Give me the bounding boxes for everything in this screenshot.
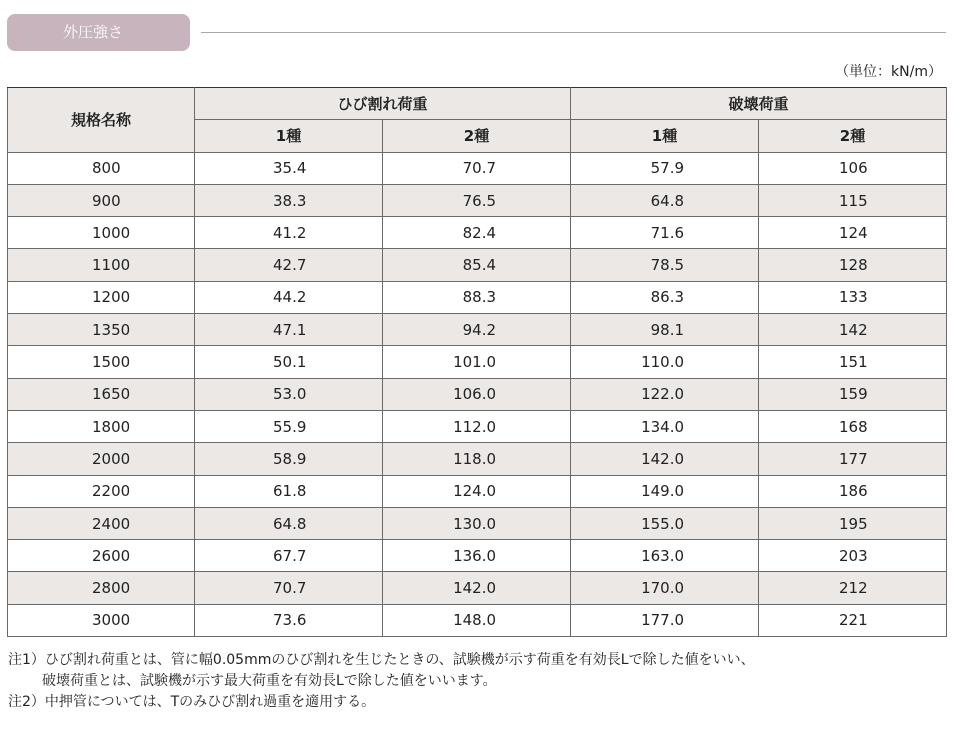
cell-spec: 800 [8,152,195,184]
cell-break-type2: 195 [759,507,947,539]
cell-crack-type1: 70.7 [195,572,383,604]
cell-crack-type2: 70.7 [383,152,571,184]
note-2: 注2）中押管については、Tのみひび割れ過重を適用する。 [8,694,376,710]
cell-crack-type1: 38.3 [195,184,383,216]
cell-spec: 1350 [8,314,195,346]
cell-crack-type1: 35.4 [195,152,383,184]
cell-spec: 1650 [8,378,195,410]
cell-crack-type2: 136.0 [383,540,571,572]
cell-break-type1: 110.0 [571,346,759,378]
table-row [8,475,947,507]
table-row [8,314,947,346]
cell-break-type1: 71.6 [571,217,759,249]
cell-crack-type1: 50.1 [195,346,383,378]
cell-spec: 2000 [8,443,195,475]
table-body [8,152,947,636]
cell-break-type1: 163.0 [571,540,759,572]
cell-crack-type2: 106.0 [383,378,571,410]
notes [8,650,755,713]
cell-break-type2: 221 [759,604,947,636]
cell-break-type2: 124 [759,217,947,249]
cell-crack-type1: 41.2 [195,217,383,249]
cell-crack-type1: 64.8 [195,507,383,539]
cell-spec: 900 [8,184,195,216]
cell-break-type2: 177 [759,443,947,475]
header-break-type2: 2種 [759,120,947,152]
cell-break-type1: 78.5 [571,249,759,281]
cell-break-type2: 128 [759,249,947,281]
cell-crack-type1: 55.9 [195,410,383,442]
cell-break-type2: 151 [759,346,947,378]
cell-spec: 1100 [8,249,195,281]
cell-crack-type2: 82.4 [383,217,571,249]
table-row [8,410,947,442]
cell-crack-type1: 53.0 [195,378,383,410]
cell-break-type2: 159 [759,378,947,410]
cell-break-type2: 212 [759,572,947,604]
cell-break-type1: 57.9 [571,152,759,184]
header-break-load: 破壊荷重 [571,88,947,120]
cell-spec: 1500 [8,346,195,378]
cell-spec: 1000 [8,217,195,249]
table-row [8,378,947,410]
cell-crack-type2: 76.5 [383,184,571,216]
cell-crack-type2: 112.0 [383,410,571,442]
table-row [8,217,947,249]
table-row [8,572,947,604]
table-row [8,507,947,539]
cell-break-type1: 134.0 [571,410,759,442]
cell-break-type2: 203 [759,540,947,572]
cell-spec: 2400 [8,507,195,539]
cell-spec: 2800 [8,572,195,604]
unit-label: （単位：kN/m） [835,64,942,80]
cell-break-type1: 86.3 [571,281,759,313]
header-spec-name: 規格名称 [8,88,195,153]
table-row [8,346,947,378]
cell-spec: 3000 [8,604,195,636]
cell-break-type2: 142 [759,314,947,346]
cell-break-type1: 98.1 [571,314,759,346]
cell-break-type2: 106 [759,152,947,184]
cell-crack-type1: 67.7 [195,540,383,572]
cell-crack-type2: 101.0 [383,346,571,378]
table-row [8,443,947,475]
cell-crack-type1: 44.2 [195,281,383,313]
section-title-tab [7,14,190,51]
cell-crack-type2: 88.3 [383,281,571,313]
cell-crack-type1: 42.7 [195,249,383,281]
note-1-line-2: 破壊荷重とは、試験機が示す最大荷重を有効長Lで除した値をいいます。 [42,673,497,689]
cell-crack-type2: 124.0 [383,475,571,507]
cell-crack-type2: 94.2 [383,314,571,346]
cell-spec: 2200 [8,475,195,507]
table-row [8,152,947,184]
cell-crack-type1: 47.1 [195,314,383,346]
cell-break-type1: 155.0 [571,507,759,539]
header-crack-type1: 1種 [195,120,383,152]
strength-table [7,87,947,637]
table-row [8,604,947,636]
table-row [8,184,947,216]
cell-break-type2: 168 [759,410,947,442]
header-crack-load: ひび割れ荷重 [195,88,571,120]
note-1-line-1: 注1）ひび割れ荷重とは、管に幅0.05mmのひび割れを生じたときの、試験機が示す荷重を有効長Lで除した値をいい、 [8,652,755,668]
table-row [8,249,947,281]
cell-break-type1: 122.0 [571,378,759,410]
cell-spec: 1800 [8,410,195,442]
cell-break-type1: 177.0 [571,604,759,636]
cell-crack-type1: 61.8 [195,475,383,507]
cell-break-type1: 149.0 [571,475,759,507]
header-crack-type2: 2種 [383,120,571,152]
cell-break-type1: 64.8 [571,184,759,216]
cell-crack-type2: 142.0 [383,572,571,604]
header-divider [201,32,946,33]
cell-break-type1: 142.0 [571,443,759,475]
table-row [8,281,947,313]
cell-crack-type2: 130.0 [383,507,571,539]
cell-crack-type1: 58.9 [195,443,383,475]
cell-crack-type2: 85.4 [383,249,571,281]
cell-crack-type2: 148.0 [383,604,571,636]
header-break-type1: 1種 [571,120,759,152]
cell-break-type2: 133 [759,281,947,313]
cell-break-type1: 170.0 [571,572,759,604]
cell-break-type2: 115 [759,184,947,216]
cell-break-type2: 186 [759,475,947,507]
section-title: 外圧強さ [63,23,124,41]
cell-crack-type1: 73.6 [195,604,383,636]
cell-crack-type2: 118.0 [383,443,571,475]
table-row [8,540,947,572]
cell-spec: 2600 [8,540,195,572]
cell-spec: 1200 [8,281,195,313]
